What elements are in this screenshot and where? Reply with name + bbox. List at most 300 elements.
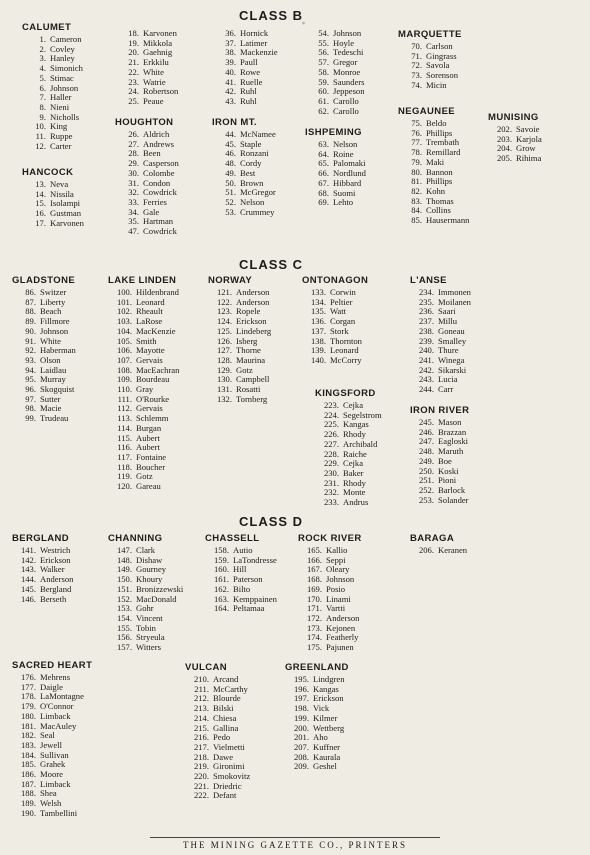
entry-number: 36.: [225, 28, 236, 38]
entry-number: 165.: [306, 545, 322, 555]
entry-number: 15.: [35, 198, 46, 209]
entry-name: Beach: [40, 306, 62, 317]
entry-name: Switzer: [40, 287, 67, 297]
entry-number: 16.: [35, 208, 46, 219]
entry-number: 48.: [225, 158, 236, 169]
entry-name: Karvonen: [50, 217, 84, 228]
entry-name: Skogquist: [40, 384, 75, 395]
entry-number: 211.: [194, 683, 209, 694]
entry-name: Mason: [438, 417, 462, 427]
entry-name: Murray: [40, 374, 66, 385]
team-iron-river: [410, 405, 469, 505]
entry-name: Koski: [438, 465, 459, 476]
entry-number: 216.: [193, 732, 209, 743]
entry-name: Phillips: [426, 127, 453, 138]
entry-number: 237.: [418, 316, 434, 327]
team-title: CALUMET: [22, 22, 72, 33]
entry-name: Fillmore: [40, 316, 70, 327]
entry-name: Boucher: [136, 461, 166, 472]
entry-name: MacDonald: [136, 593, 177, 604]
entry-number: 136.: [310, 316, 326, 327]
roster-entry: [298, 643, 362, 653]
team-title: CHANNING: [108, 533, 163, 544]
entry-name: Driedric: [213, 780, 242, 791]
entry-name: Jewell: [40, 739, 62, 750]
team-iron-mt-continued: [305, 29, 365, 116]
entry-name: Thomas: [426, 195, 454, 206]
entry-name: Hibbard: [333, 177, 362, 188]
entry-number: 244.: [418, 384, 434, 395]
entry-name: Hartman: [143, 216, 174, 227]
entry-number: 217.: [193, 741, 209, 752]
entry-name: Kaurala: [313, 751, 341, 762]
entry-number: 44.: [225, 129, 236, 139]
entry-number: 116.: [117, 442, 132, 453]
entry-number: 76.: [411, 127, 422, 138]
entry-name: Schlemm: [136, 413, 169, 424]
entry-number: 23.: [128, 76, 139, 87]
entry-number: 163.: [213, 593, 229, 604]
entry-name: Cejka: [343, 458, 364, 469]
entry-number: 56.: [318, 47, 329, 58]
entry-name: Blourde: [213, 693, 241, 704]
entry-number: 18.: [128, 28, 139, 38]
entry-name: Segelstrom: [343, 409, 382, 420]
team-lanse: [410, 275, 471, 395]
entry-number: 101.: [116, 296, 132, 307]
entry-name: Berseth: [40, 593, 67, 604]
entry-number: 6.: [39, 82, 46, 93]
entry-number: 172.: [306, 612, 322, 623]
entry-name: Gallina: [213, 722, 239, 733]
entry-number: 34.: [128, 206, 139, 217]
entry-number: 230.: [323, 467, 339, 478]
entry-name: Bannon: [426, 166, 453, 177]
entry-name: Bilto: [233, 583, 251, 594]
entry-number: 24.: [128, 86, 139, 97]
entry-name: Rihima: [516, 153, 542, 164]
entry-number: 71.: [411, 50, 422, 61]
entry-number: 182.: [20, 730, 36, 741]
entry-name: Saunders: [333, 76, 365, 87]
entry-number: 4.: [39, 63, 46, 74]
entry-name: Nelson: [333, 139, 358, 149]
entry-name: McCarthy: [213, 683, 248, 694]
team-chassell: [205, 533, 277, 614]
entry-name: Fontaine: [136, 451, 167, 462]
entry-name: Cejka: [343, 400, 364, 410]
entry-name: Gustman: [50, 208, 82, 219]
entry-number: 54.: [318, 28, 329, 38]
roster-entry: [410, 496, 469, 506]
entry-name: Keranen: [438, 545, 468, 555]
entry-number: 161.: [213, 574, 229, 585]
entry-name: Gotz: [236, 364, 253, 375]
team-calumet: [22, 22, 83, 151]
entry-number: 40.: [225, 66, 236, 77]
entry-name: Geshel: [313, 761, 337, 772]
entry-number: 175.: [306, 642, 322, 653]
roster-entry: [205, 604, 277, 614]
roster-entry: [398, 216, 469, 226]
team-lake-linden: [108, 275, 179, 492]
entry-name: Defant: [213, 790, 237, 801]
roster-entry: [488, 154, 542, 164]
entry-number: 35.: [128, 216, 139, 227]
entry-name: Smith: [136, 335, 157, 346]
team-title: ISHPEMING: [305, 127, 362, 138]
roster-entry: [12, 595, 73, 605]
entry-name: Hornick: [240, 28, 269, 38]
roster-entry: [22, 142, 83, 152]
entry-number: 238.: [418, 325, 434, 336]
entry-name: Vincent: [136, 612, 163, 623]
entry-name: Winega: [438, 354, 465, 365]
team-title: HOUGHTON: [115, 117, 174, 128]
entry-name: Corwin: [330, 287, 356, 297]
entry-name: Crummey: [240, 206, 275, 217]
entry-name: Beldo: [426, 118, 447, 128]
entry-name: Mayotte: [136, 345, 165, 356]
entry-name: Anderson: [236, 296, 270, 307]
entry-number: 106.: [116, 345, 132, 356]
entry-name: Nissila: [50, 188, 74, 199]
entry-number: 17.: [35, 217, 46, 228]
entry-name: Karvonen: [143, 28, 177, 38]
entry-number: 198.: [293, 703, 309, 714]
entry-name: Rowe: [240, 66, 261, 77]
entry-name: Kemppainen: [233, 593, 277, 604]
entry-name: Simonich: [50, 63, 83, 74]
entry-name: Gotz: [136, 471, 153, 482]
entry-name: Been: [143, 148, 161, 159]
entry-number: 29.: [128, 158, 139, 169]
entry-number: 126.: [216, 335, 232, 346]
entry-name: Corgan: [330, 316, 356, 327]
team-title: KINGSFORD: [315, 388, 376, 399]
roster-entry: [410, 385, 471, 395]
entry-number: 164.: [213, 603, 229, 614]
entry-number: 210.: [193, 674, 209, 684]
entry-number: 19.: [128, 37, 139, 48]
entry-number: 14.: [35, 188, 46, 199]
team-bergland: [12, 533, 73, 604]
entry-name: Tornberg: [236, 393, 268, 404]
roster-entry: [185, 791, 250, 801]
entry-name: Peltier: [330, 296, 353, 307]
entry-name: Palomaki: [333, 158, 366, 169]
entry-name: Thure: [438, 345, 459, 356]
team-gladstone: [12, 275, 76, 424]
entry-number: 208.: [293, 751, 309, 762]
entry-name: Maki: [426, 156, 445, 167]
team-title: LAKE LINDEN: [108, 275, 177, 286]
entry-number: 200.: [293, 722, 309, 733]
team-ishpeming: [305, 127, 366, 208]
entry-name: Kilmer: [313, 712, 338, 723]
entry-name: Paull: [240, 57, 258, 68]
entry-number: 26.: [128, 129, 139, 139]
entry-name: Neva: [50, 179, 69, 189]
entry-name: Aubert: [136, 432, 160, 443]
entry-number: 95.: [25, 374, 36, 385]
entry-name: Rhody: [343, 477, 366, 488]
entry-name: White: [143, 66, 164, 77]
entry-number: 190.: [20, 807, 36, 818]
team-title: VULCAN: [185, 662, 227, 673]
entry-number: 213.: [193, 703, 209, 714]
team-sacred-heart: [12, 660, 92, 819]
entry-number: 243.: [418, 374, 434, 385]
entry-number: 205.: [496, 153, 512, 164]
team-negaunee: [398, 106, 469, 226]
entry-name: Arcand: [213, 674, 239, 684]
entry-number: 184.: [20, 749, 36, 760]
entry-number: 195.: [293, 674, 309, 684]
entry-name: Stork: [330, 325, 349, 336]
entry-number: 174.: [306, 632, 322, 643]
entry-number: 156.: [116, 632, 132, 643]
entry-name: Barlock: [438, 484, 466, 495]
roster-entry: [208, 395, 271, 405]
entry-name: Dishaw: [136, 554, 163, 565]
entry-name: Liberty: [40, 296, 66, 307]
team-baraga: [410, 533, 467, 556]
entry-number: 241.: [418, 354, 434, 365]
entry-name: Johnson: [333, 28, 362, 38]
entry-number: 249.: [418, 455, 434, 466]
entry-number: 55.: [318, 37, 329, 48]
entry-name: Ruhl: [240, 95, 257, 106]
entry-number: 169.: [306, 583, 322, 594]
entry-name: Moore: [40, 769, 63, 780]
entry-name: Kangas: [313, 683, 339, 694]
entry-number: 218.: [193, 751, 209, 762]
entry-number: 100.: [116, 287, 132, 297]
entry-name: Carr: [438, 384, 454, 395]
team-title: L'ANSE: [410, 275, 447, 286]
roster-entry: [315, 498, 382, 508]
entry-name: Linami: [326, 593, 351, 604]
team-title: IRON RIVER: [410, 405, 470, 416]
entry-number: 92.: [25, 345, 36, 356]
entry-number: 236.: [418, 306, 434, 317]
entry-number: 143.: [20, 564, 36, 575]
entry-name: MacAuley: [40, 720, 77, 731]
entry-name: Erickson: [40, 554, 71, 565]
entry-name: Hildenbrand: [136, 287, 179, 297]
entry-number: 125.: [216, 325, 232, 336]
entry-name: Aho: [313, 732, 328, 743]
entry-name: Daigle: [40, 681, 63, 692]
entry-number: 97.: [25, 393, 36, 404]
entry-name: Saari: [438, 306, 456, 317]
entry-number: 107.: [116, 354, 132, 365]
entry-number: 112.: [117, 403, 132, 414]
entry-name: Carlson: [426, 41, 453, 51]
entry-name: Brazzan: [438, 426, 467, 437]
entry-number: 102.: [116, 306, 132, 317]
entry-name: Maurina: [236, 354, 266, 365]
entry-number: 130.: [216, 374, 232, 385]
entry-number: 228.: [323, 448, 339, 459]
entry-number: 49.: [225, 167, 236, 178]
entry-name: Clark: [136, 545, 156, 555]
team-title: NEGAUNEE: [398, 106, 456, 117]
entry-name: Paterson: [233, 574, 263, 585]
entry-name: Kohn: [426, 185, 446, 196]
entry-number: 87.: [25, 296, 36, 307]
entry-number: 173.: [306, 622, 322, 633]
entry-number: 9.: [39, 111, 46, 122]
entry-name: Vielmetti: [213, 741, 245, 752]
entry-number: 219.: [193, 761, 209, 772]
team-title: IRON MT.: [212, 117, 257, 128]
entry-number: 82.: [411, 185, 422, 196]
entry-number: 227.: [323, 438, 339, 449]
entry-number: 177.: [20, 681, 36, 692]
entry-name: Robertson: [143, 86, 179, 97]
entry-number: 83.: [411, 195, 422, 206]
team-houghton-continued: [212, 29, 278, 107]
entry-number: 74.: [411, 79, 422, 90]
entry-number: 60.: [318, 86, 329, 97]
entry-name: Gourney: [136, 564, 167, 575]
entry-number: 235.: [418, 296, 434, 307]
entry-name: Welsh: [40, 798, 62, 809]
entry-number: 63.: [318, 139, 329, 149]
entry-number: 64.: [318, 148, 329, 159]
roster-entry: [115, 227, 179, 237]
entry-number: 240.: [418, 345, 434, 356]
handwritten-mark: ·: [300, 12, 307, 37]
class-b-heading: CLASS B: [239, 8, 304, 23]
entry-number: 229.: [323, 458, 339, 469]
entry-number: 133.: [310, 287, 326, 297]
entry-number: 69.: [318, 197, 329, 208]
entry-number: 209.: [293, 761, 309, 772]
entry-name: Campbell: [236, 374, 270, 385]
entry-number: 212.: [193, 693, 209, 704]
entry-name: Roine: [333, 148, 354, 159]
entry-name: Immonen: [438, 287, 471, 297]
entry-name: Gervais: [136, 354, 163, 365]
entry-name: LaMontagne: [40, 691, 84, 702]
entry-number: 70.: [411, 41, 422, 51]
entry-name: Cowdrick: [143, 187, 177, 198]
entry-number: 30.: [128, 167, 139, 178]
entry-number: 42.: [225, 86, 236, 97]
entry-number: 150.: [116, 574, 132, 585]
entry-name: Smalley: [438, 335, 467, 346]
roster-entry: [305, 198, 366, 208]
entry-name: Johnson: [50, 82, 79, 93]
entry-name: Suomi: [333, 187, 356, 198]
entry-number: 197.: [293, 693, 309, 704]
entry-number: 253.: [418, 494, 434, 505]
entry-number: 242.: [418, 364, 434, 375]
entry-name: Rhody: [343, 429, 366, 440]
entry-name: Carter: [50, 140, 72, 151]
entry-number: 226.: [323, 429, 339, 440]
entry-number: 250.: [418, 465, 434, 476]
entry-name: Seal: [40, 730, 55, 741]
entry-number: 170.: [306, 593, 322, 604]
entry-name: Archibald: [343, 438, 378, 449]
entry-name: Bronizzewski: [136, 583, 184, 594]
entry-number: 157.: [116, 642, 132, 653]
team-title: HANCOCK: [22, 167, 74, 178]
entry-name: Pajunen: [326, 642, 354, 653]
entry-number: 167.: [306, 564, 322, 575]
entry-number: 67.: [318, 177, 329, 188]
roster-entry: [302, 356, 368, 366]
team-munising: [488, 112, 542, 164]
entry-name: Lindgren: [313, 674, 345, 684]
entry-number: 138.: [310, 335, 326, 346]
entry-number: 153.: [116, 603, 132, 614]
entry-number: 151.: [116, 583, 132, 594]
entry-number: 203.: [496, 133, 512, 144]
entry-number: 124.: [216, 316, 232, 327]
entry-name: Hoyle: [333, 37, 355, 48]
entry-name: Aubert: [136, 442, 160, 453]
entry-name: Thornton: [330, 335, 362, 346]
entry-name: Shea: [40, 788, 57, 799]
entry-name: Witters: [136, 642, 161, 653]
entry-number: 68.: [318, 187, 329, 198]
entry-number: 98.: [25, 403, 36, 414]
entry-name: Peaue: [143, 95, 164, 106]
team-houghton: [115, 117, 179, 237]
entry-name: Chiesa: [213, 712, 237, 723]
entry-name: Andrews: [143, 138, 175, 149]
entry-number: 8.: [39, 101, 46, 112]
entry-number: 220.: [193, 771, 209, 782]
entry-name: Pioni: [438, 475, 457, 486]
team-greenland: [285, 662, 349, 772]
team-title: GLADSTONE: [12, 275, 76, 286]
entry-number: 234.: [418, 287, 434, 297]
entry-number: 207.: [293, 741, 309, 752]
entry-number: 81.: [411, 176, 422, 187]
entry-name: Tambellini: [40, 807, 78, 818]
entry-name: Limback: [40, 710, 71, 721]
roster-entry: [410, 546, 467, 556]
entry-number: 27.: [128, 138, 139, 149]
entry-number: 142.: [20, 554, 36, 565]
entry-number: 189.: [20, 798, 36, 809]
team-title: ONTONAGON: [302, 275, 369, 286]
entry-name: Johnson: [326, 574, 355, 585]
team-title: BERGLAND: [12, 533, 70, 544]
entry-number: 51.: [225, 187, 236, 198]
entry-number: 183.: [20, 739, 36, 750]
entry-number: 20.: [128, 47, 139, 58]
entry-number: 39.: [225, 57, 236, 68]
entry-number: 113.: [117, 413, 132, 424]
entry-number: 154.: [116, 612, 132, 623]
entry-name: Rosatti: [236, 384, 261, 395]
entry-name: Brown: [240, 177, 264, 188]
entry-name: Goneau: [438, 325, 465, 336]
entry-name: Westrich: [40, 545, 71, 555]
team-iron-mt: [212, 117, 276, 217]
team-title: GREENLAND: [285, 662, 349, 673]
roster-entry: [108, 643, 183, 653]
entry-name: Peltamaa: [233, 603, 265, 614]
entry-number: 215.: [193, 722, 209, 733]
